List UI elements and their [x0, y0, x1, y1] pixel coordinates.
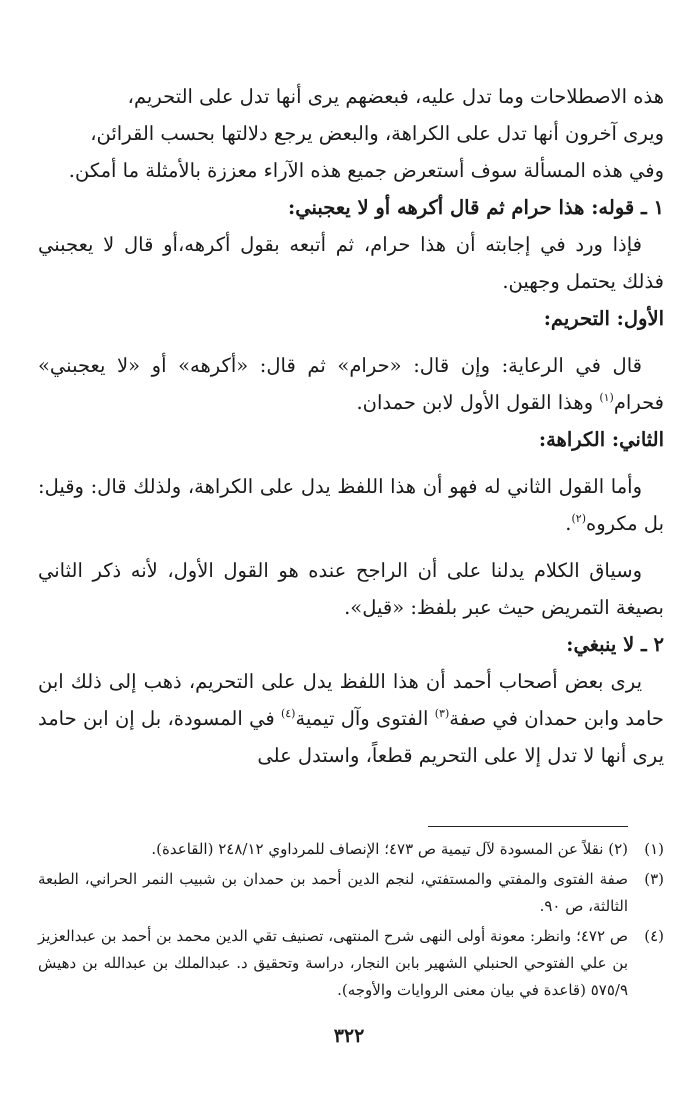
- footnote-3-text: صفة الفتوى والمفتي والمستفتي، لنجم الدين أحمد بن حمدان بن شبيب النمر الحراني، الطبعة الثالثة، ص ٩٠.: [38, 870, 628, 915]
- intro-line-3: وفي هذه المسألة سوف أستعرض جميع هذه الآراء معززة بالأمثلة ما أمكن.: [68, 159, 664, 182]
- footnote-1-text: (٢) نقلاً عن المسودة لآل تيمية ص ٤٧٣؛ الإنصاف للمرداوي ٢٤٨/١٢ (القاعدة).: [151, 840, 628, 858]
- section-1-heading: ١ ـ قوله: هذا حرام ثم قال أكرهه أو لا يعجبني:: [288, 196, 664, 219]
- footnote-4-number: (٤): [644, 927, 664, 945]
- first-opinion-text-a: قال في الرعاية: وإن قال: «حرام» ثم قال: «أكرهه» أو «لا يعجبني» فحرام: [38, 354, 664, 414]
- footnote-separator: [428, 826, 628, 827]
- section-2-text-b: الفتوى وآل تيمية: [295, 707, 435, 730]
- section-1-paragraph: فإذا ورد في إجابته أن هذا حرام، ثم أتبعه بقول أكرهه،أو قال لا يعجبني فذلك يحتمل وجهين.: [38, 233, 664, 293]
- second-opinion-text-a: وأما القول الثاني له فهو أن هذا اللفظ يدل على الكراهة، ولذلك قال: وقيل: بل مكروه: [38, 475, 664, 535]
- second-opinion-heading: الثاني: الكراهة:: [538, 428, 664, 451]
- second-opinion-text-b: .: [565, 512, 572, 535]
- footnote-ref-4: (٤): [280, 707, 296, 720]
- section-2-paragraph: [38, 663, 664, 774]
- footnote-3-number: (٣): [644, 870, 664, 888]
- footnote-ref-3: (٣): [434, 707, 450, 720]
- footnote-4: [38, 923, 664, 1004]
- footnote-4-text: ص ٤٧٢؛ وانظر: معونة أولى النهى شرح المنتهى، تصنيف تقي الدين محمد بن أحمد بن عبدالعزيز بن علي الفتوحي الحنبلي الشهير بابن النجار، دراسة وتحقيق د. عبدالملك بن عبدالله بن دهيش ٥٧٥/٩ (قاعدة في بيان معنى الروايات والأوجه).: [38, 927, 629, 999]
- intro-line-2: ويرى آخرون أنها تدل على الكراهة، والبعض يرجع دلالتها بحسب القرائن،: [90, 122, 664, 145]
- footnote-1-number: (١): [644, 840, 664, 858]
- section-2-text-a: يرى بعض أصحاب أحمد أن هذا اللفظ يدل على التحريم، ذهب إلى ذلك ابن حامد وابن حمدان في صفة: [38, 670, 664, 730]
- section-2-text-c: في المسودة، بل إن ابن حامد يرى أنها لا تدل إلا على التحريم قطعاً، واستدل على: [38, 707, 664, 767]
- page-number: ٣٢٢: [333, 1025, 365, 1047]
- footnote-1: [38, 836, 664, 863]
- context-paragraph: وسياق الكلام يدلنا على أن الراجح عنده هو القول الأول، لأنه ذكر الثاني بصيغة التمريض حيث عبر بلفظ: «قيل».: [38, 559, 664, 619]
- intro-line-1: هذه الاصطلاحات وما تدل عليه، فبعضهم يرى أنها تدل على التحريم،: [127, 85, 664, 108]
- first-opinion-text-b: وهذا القول الأول لابن حمدان.: [356, 391, 600, 414]
- footnote-ref-2: (٢): [571, 512, 586, 525]
- intro-paragraph: [38, 78, 664, 189]
- footnotes: [38, 836, 664, 1007]
- page-body: [38, 78, 664, 774]
- second-opinion-paragraph: [38, 468, 664, 542]
- footnote-ref-1: (١): [599, 391, 614, 404]
- footnote-3: [38, 866, 664, 920]
- first-opinion-paragraph: [38, 347, 664, 421]
- section-2-heading: ٢ ـ لا ينبغي:: [566, 633, 664, 656]
- first-opinion-heading: الأول: التحريم:: [543, 307, 664, 330]
